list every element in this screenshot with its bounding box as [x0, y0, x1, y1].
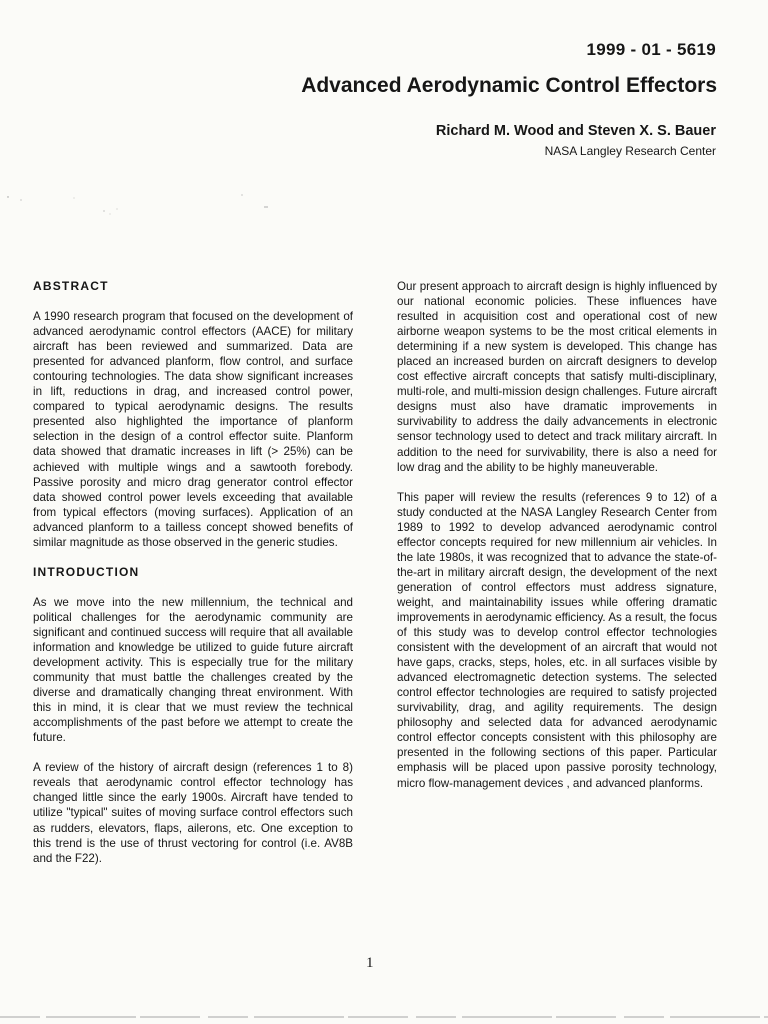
introduction-heading: INTRODUCTION: [33, 564, 140, 579]
body-paragraph: This paper will review the results (references 9 to 12) of a study conducted at the NASA Langley Research Center from 1989 to 1992 to develop advanced aerodynamic control effector concepts required for new millennium air vehicles. In the late 1980s, it was recognized that to advance the state-of-the-art in military aircraft design, the development of the next generation of control effectors must address signature, weight, and maintainability issues while offering dramatic improvements in aerodynamic efficiency. As a result, the focus of this study was to develop control effector technologies consistent with the development of an aircraft that would not have gaps, cracks, steps, holes, etc. in all surfaces visible by advanced electromagnetic detection systems. The selected control effector technologies are required to satisfy projected survivability, drag, and agility requirements. The design philosophy and selected data for advanced aerodynamic control effector concepts consistent with this philosophy are presented in the following sections of this paper. Particular emphasis will be placed upon passive porosity technology, micro flow-management devices , and advanced planforms.: [397, 490, 717, 790]
abstract-heading: ABSTRACT: [33, 279, 109, 293]
scan-specks-decoration: [0, 180, 300, 230]
author-affiliation: NASA Langley Research Center: [544, 144, 716, 158]
left-column: [33, 279, 353, 881]
right-column: [397, 279, 717, 806]
paper-title: Advanced Aerodynamic Control Effectors: [301, 74, 717, 97]
paper-number: 1999 - 01 - 5619: [586, 40, 716, 59]
author-names: Richard M. Wood and Steven X. S. Bauer: [435, 123, 716, 139]
scan-edge-rule: [0, 1014, 768, 1020]
introduction-paragraph: A review of the history of aircraft design (references 1 to 8) reveals that aerodynamic control effector technology has changed little since the early 1900s. Aircraft have tended to utilize "typical" suites of moving surface control effectors such as rudders, elevators, flaps, ailerons, etc. One exception to this trend is the use of thrust vectoring for control (i.e. AV8B and the F22).: [33, 761, 353, 865]
abstract-paragraph: A 1990 research program that focused on the development of advanced aerodynamic control effectors (AACE) for military aircraft has been reviewed and summarized. Data are presented for advanced planform, flow control, and surface contouring technologies. The data show significant increases in lift, reductions in drag, and increased control power, compared to typical aerodynamic designs. The results presented also highlighted the importance of planform selection in the design of a control effector suite. Planform data showed that dramatic increases in lift (> 25%) can be achieved with multiple wings and a sawtooth forebody. Passive porosity and micro drag generator control effector data showed control power levels exceeding that available from typical effectors (moving surfaces). Application of an advanced planform to a tailless concept showed benefits of similar magnitude as those observed in the generic studies.: [33, 310, 353, 549]
page-number: 1: [366, 955, 374, 971]
body-paragraph: Our present approach to aircraft design is highly influenced by our national economic policies. These influences have resulted in acquisition cost and operational cost of new airborne weapon systems to be the most critical elements in determining if a new system is developed. This change has placed an increased burden on aircraft designers to develop cost effective aircraft concepts that satisfy multi-disciplinary, multi-role, and multi-mission design challenges. Future aircraft designs must also have dramatic improvements in survivability to address the daily advancements in electronic sensor technology used to detect and track military aircraft. In addition to the need for survivability, there is also a need for low drag and the ability to be highly maneuverable.: [397, 280, 717, 474]
introduction-paragraph: As we move into the new millennium, the technical and political challenges for the aerodynamic community are significant and continued success will require that all available information and knowledge be utilized to guide future aircraft development activity. This is especially true for the military community that must battle the challenges created by the diverse and dramatically changing threat environment. With this in mind, it is clear that we must review the technical accomplishments of the past before we attempt to create the future.: [33, 595, 353, 745]
